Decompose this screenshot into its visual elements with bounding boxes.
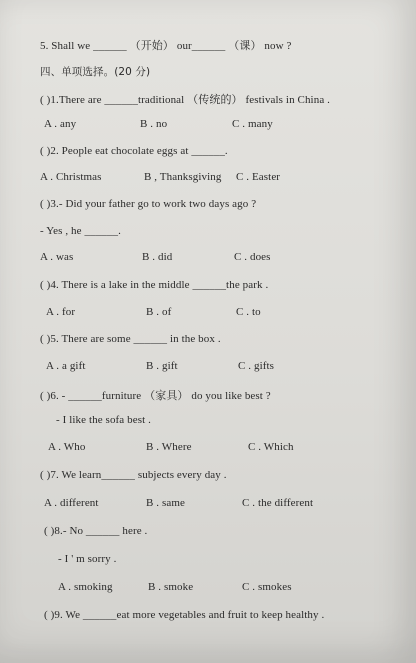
question-8-option-b: B . smoke (148, 581, 194, 593)
question-2-option-b: B , Thanksgiving (144, 171, 222, 183)
section-title: 四、单项选择。(20 分) (40, 66, 151, 78)
question-3-option-b: B . did (142, 251, 173, 263)
question-1-stem: ( )1.There are ______traditional （传统的） festivals in China . (40, 94, 330, 106)
question-7-stem: ( )7. We learn______ subjects every day . (40, 469, 227, 481)
question-5-stem: ( )5. There are some ______ in the box . (40, 333, 221, 345)
question-4-option-c: C . to (236, 306, 261, 318)
question-7-option-a: A . different (44, 497, 99, 509)
question-8-answer-line: - I ' m sorry . (58, 553, 117, 565)
question-3-answer-line: - Yes , he ______. (40, 225, 121, 237)
question-7-option-b: B . same (146, 497, 185, 509)
question-5-option-c: C . gifts (238, 360, 275, 372)
question-2-option-a: A . Christmas (40, 171, 102, 183)
question-1-option-a: A . any (44, 118, 77, 130)
question-4-stem: ( )4. There is a lake in the middle ______the park . (40, 279, 269, 291)
question-8-option-a: A . smoking (58, 581, 113, 593)
question-3-stem: ( )3.- Did your father go to work two days ago ? (40, 198, 257, 210)
question-6-option-c: C . Which (248, 441, 294, 453)
question-5-fill-blank: 5. Shall we ______ （开始） our______ （课） now ? (40, 40, 292, 52)
question-1-option-c: C . many (232, 118, 273, 130)
question-6-option-b: B . Where (146, 441, 192, 453)
question-5-option-a: A . a gift (46, 360, 86, 372)
question-7-option-c: C . the different (242, 497, 314, 509)
question-3-option-c: C . does (234, 251, 271, 263)
question-4-option-b: B . of (146, 306, 172, 318)
question-3-option-a: A . was (40, 251, 74, 263)
question-9-stem: ( )9. We ______eat more vegetables and fruit to keep healthy . (44, 609, 325, 621)
question-2-option-c: C . Easter (236, 171, 281, 183)
question-6-option-a: A . Who (48, 441, 86, 453)
question-2-stem: ( )2. People eat chocolate eggs at ______. (40, 145, 228, 157)
question-5-option-b: B . gift (146, 360, 178, 372)
question-8-stem: ( )8.- No ______ here . (44, 525, 148, 537)
question-1-option-b: B . no (140, 118, 168, 130)
question-8-option-c: C . smokes (242, 581, 292, 593)
question-6-stem: ( )6. - ______furniture （家具） do you like best ? (40, 390, 271, 402)
question-4-option-a: A . for (46, 306, 76, 318)
question-6-answer-line: - I like the sofa best . (56, 414, 151, 426)
